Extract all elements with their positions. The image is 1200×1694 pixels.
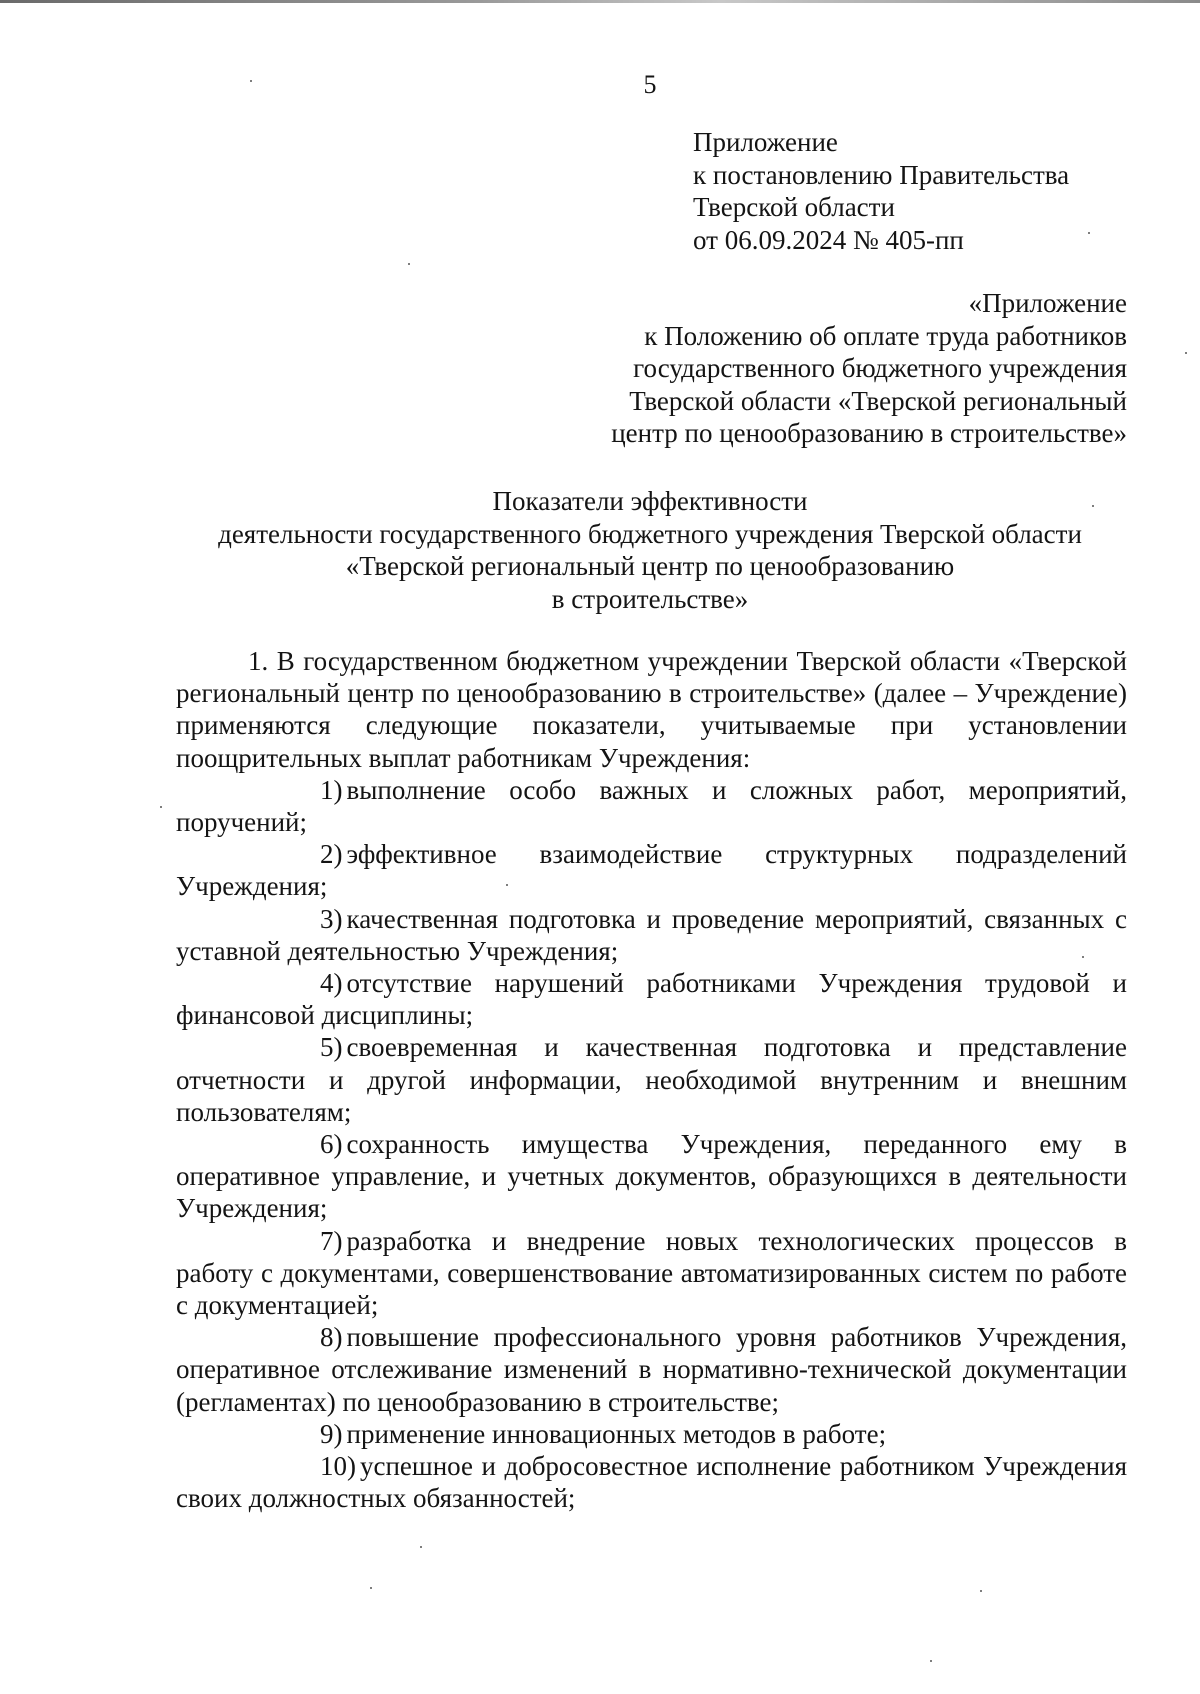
title-line: Показатели эффективности bbox=[492, 486, 808, 516]
item-number: 6) bbox=[320, 1129, 343, 1160]
scan-speck bbox=[506, 884, 508, 886]
list-item bbox=[176, 1450, 1127, 1514]
item-text: разработка и внедрение новых технологических процессов в работу с документами, совершенствование автоматизированных систем по работе с документацией; bbox=[176, 1225, 1127, 1321]
scan-speck bbox=[1092, 505, 1094, 507]
annex-line: Тверской области «Тверской региональный bbox=[629, 385, 1127, 416]
scan-speck bbox=[980, 1590, 982, 1592]
item-number: 8) bbox=[320, 1322, 343, 1353]
item-text: своевременная и качественная подготовка и представление отчетности и другой информации, необходимой внутренним и внешним пользователям; bbox=[176, 1032, 1127, 1127]
intro-paragraph: 1. В государственном бюджетном учреждении Тверской области «Тверской региональный центр по ценообразованию в строительстве» (далее – Учреждение) применяются следующие показатели, учитываемые при установлении поощрительных выплат работникам Учреждения: bbox=[176, 646, 1127, 773]
scan-speck bbox=[160, 806, 162, 808]
list-item bbox=[176, 838, 1127, 902]
scan-speck bbox=[1082, 956, 1084, 958]
item-number: 3) bbox=[320, 903, 343, 934]
scan-speck bbox=[930, 1660, 932, 1662]
item-number: 4) bbox=[320, 968, 343, 999]
item-text: эффективное взаимодействие структурных подразделений Учреждения; bbox=[176, 839, 1127, 902]
scan-speck bbox=[250, 80, 252, 82]
scan-speck bbox=[370, 1587, 372, 1589]
approval-line: к постановлению Правительства bbox=[693, 159, 1070, 190]
page-top-edge bbox=[0, 0, 1200, 3]
scan-speck bbox=[1088, 232, 1090, 234]
list-item bbox=[176, 774, 1127, 838]
item-text: повышение профессионального уровня работников Учреждения, оперативное отслеживание изменений в нормативно-технической документации (регламентах) по ценообразованию в строительстве; bbox=[176, 1322, 1127, 1417]
item-text: применение инновационных методов в работе; bbox=[346, 1418, 887, 1449]
scan-speck bbox=[408, 263, 410, 265]
annex-reference-block bbox=[611, 287, 1127, 450]
item-number: 5) bbox=[320, 1032, 343, 1063]
item-text: качественная подготовка и проведение мероприятий, связанных с уставной деятельностью Учреждения; bbox=[176, 903, 1127, 966]
title-line: в строительстве» bbox=[551, 583, 749, 614]
approval-line: Приложение bbox=[693, 127, 838, 157]
list-item bbox=[176, 903, 1127, 967]
approval-line: Тверской области bbox=[693, 192, 895, 222]
page-number: 5 bbox=[643, 70, 657, 99]
item-text: отсутствие нарушений работниками Учреждения трудовой и финансовой дисциплины; bbox=[176, 968, 1127, 1031]
annex-line: государственного бюджетного учреждения bbox=[633, 353, 1127, 383]
annex-line: «Приложение bbox=[968, 288, 1127, 318]
item-number: 10) bbox=[320, 1451, 356, 1482]
list-item bbox=[176, 1128, 1127, 1225]
item-number: 9) bbox=[320, 1418, 343, 1449]
item-number: 2) bbox=[320, 839, 343, 870]
item-number: 7) bbox=[320, 1225, 343, 1256]
title-line: «Тверской региональный центр по ценообразованию bbox=[345, 551, 955, 581]
item-text: успешное и добросовестное исполнение работником Учреждения своих должностных обязанностей; bbox=[176, 1451, 1127, 1514]
list-item bbox=[176, 1031, 1127, 1128]
list-item bbox=[176, 967, 1127, 1031]
item-text: сохранность имущества Учреждения, переданного ему в оперативное управление, и учетных документов, образующихся в деятельности Учреждения; bbox=[176, 1129, 1127, 1224]
title-line: деятельности государственного бюджетного учреждения Тверской области bbox=[218, 518, 1082, 549]
document-title bbox=[0, 485, 1200, 615]
list-item bbox=[176, 1418, 1127, 1450]
scan-speck bbox=[420, 1546, 422, 1548]
list-item bbox=[176, 1225, 1127, 1322]
item-number: 1) bbox=[320, 774, 343, 805]
document-body bbox=[176, 645, 1127, 1514]
annex-line: к Положению об оплате труда работников bbox=[644, 320, 1127, 351]
approval-stamp-block bbox=[693, 126, 1069, 256]
annex-line: центр по ценообразованию в строительстве» bbox=[611, 418, 1127, 448]
item-text: выполнение особо важных и сложных работ, мероприятий, поручений; bbox=[176, 774, 1127, 838]
list-item bbox=[176, 1321, 1127, 1418]
approval-line: от 06.09.2024 № 405-пп bbox=[693, 224, 964, 255]
scan-speck bbox=[1185, 352, 1187, 354]
